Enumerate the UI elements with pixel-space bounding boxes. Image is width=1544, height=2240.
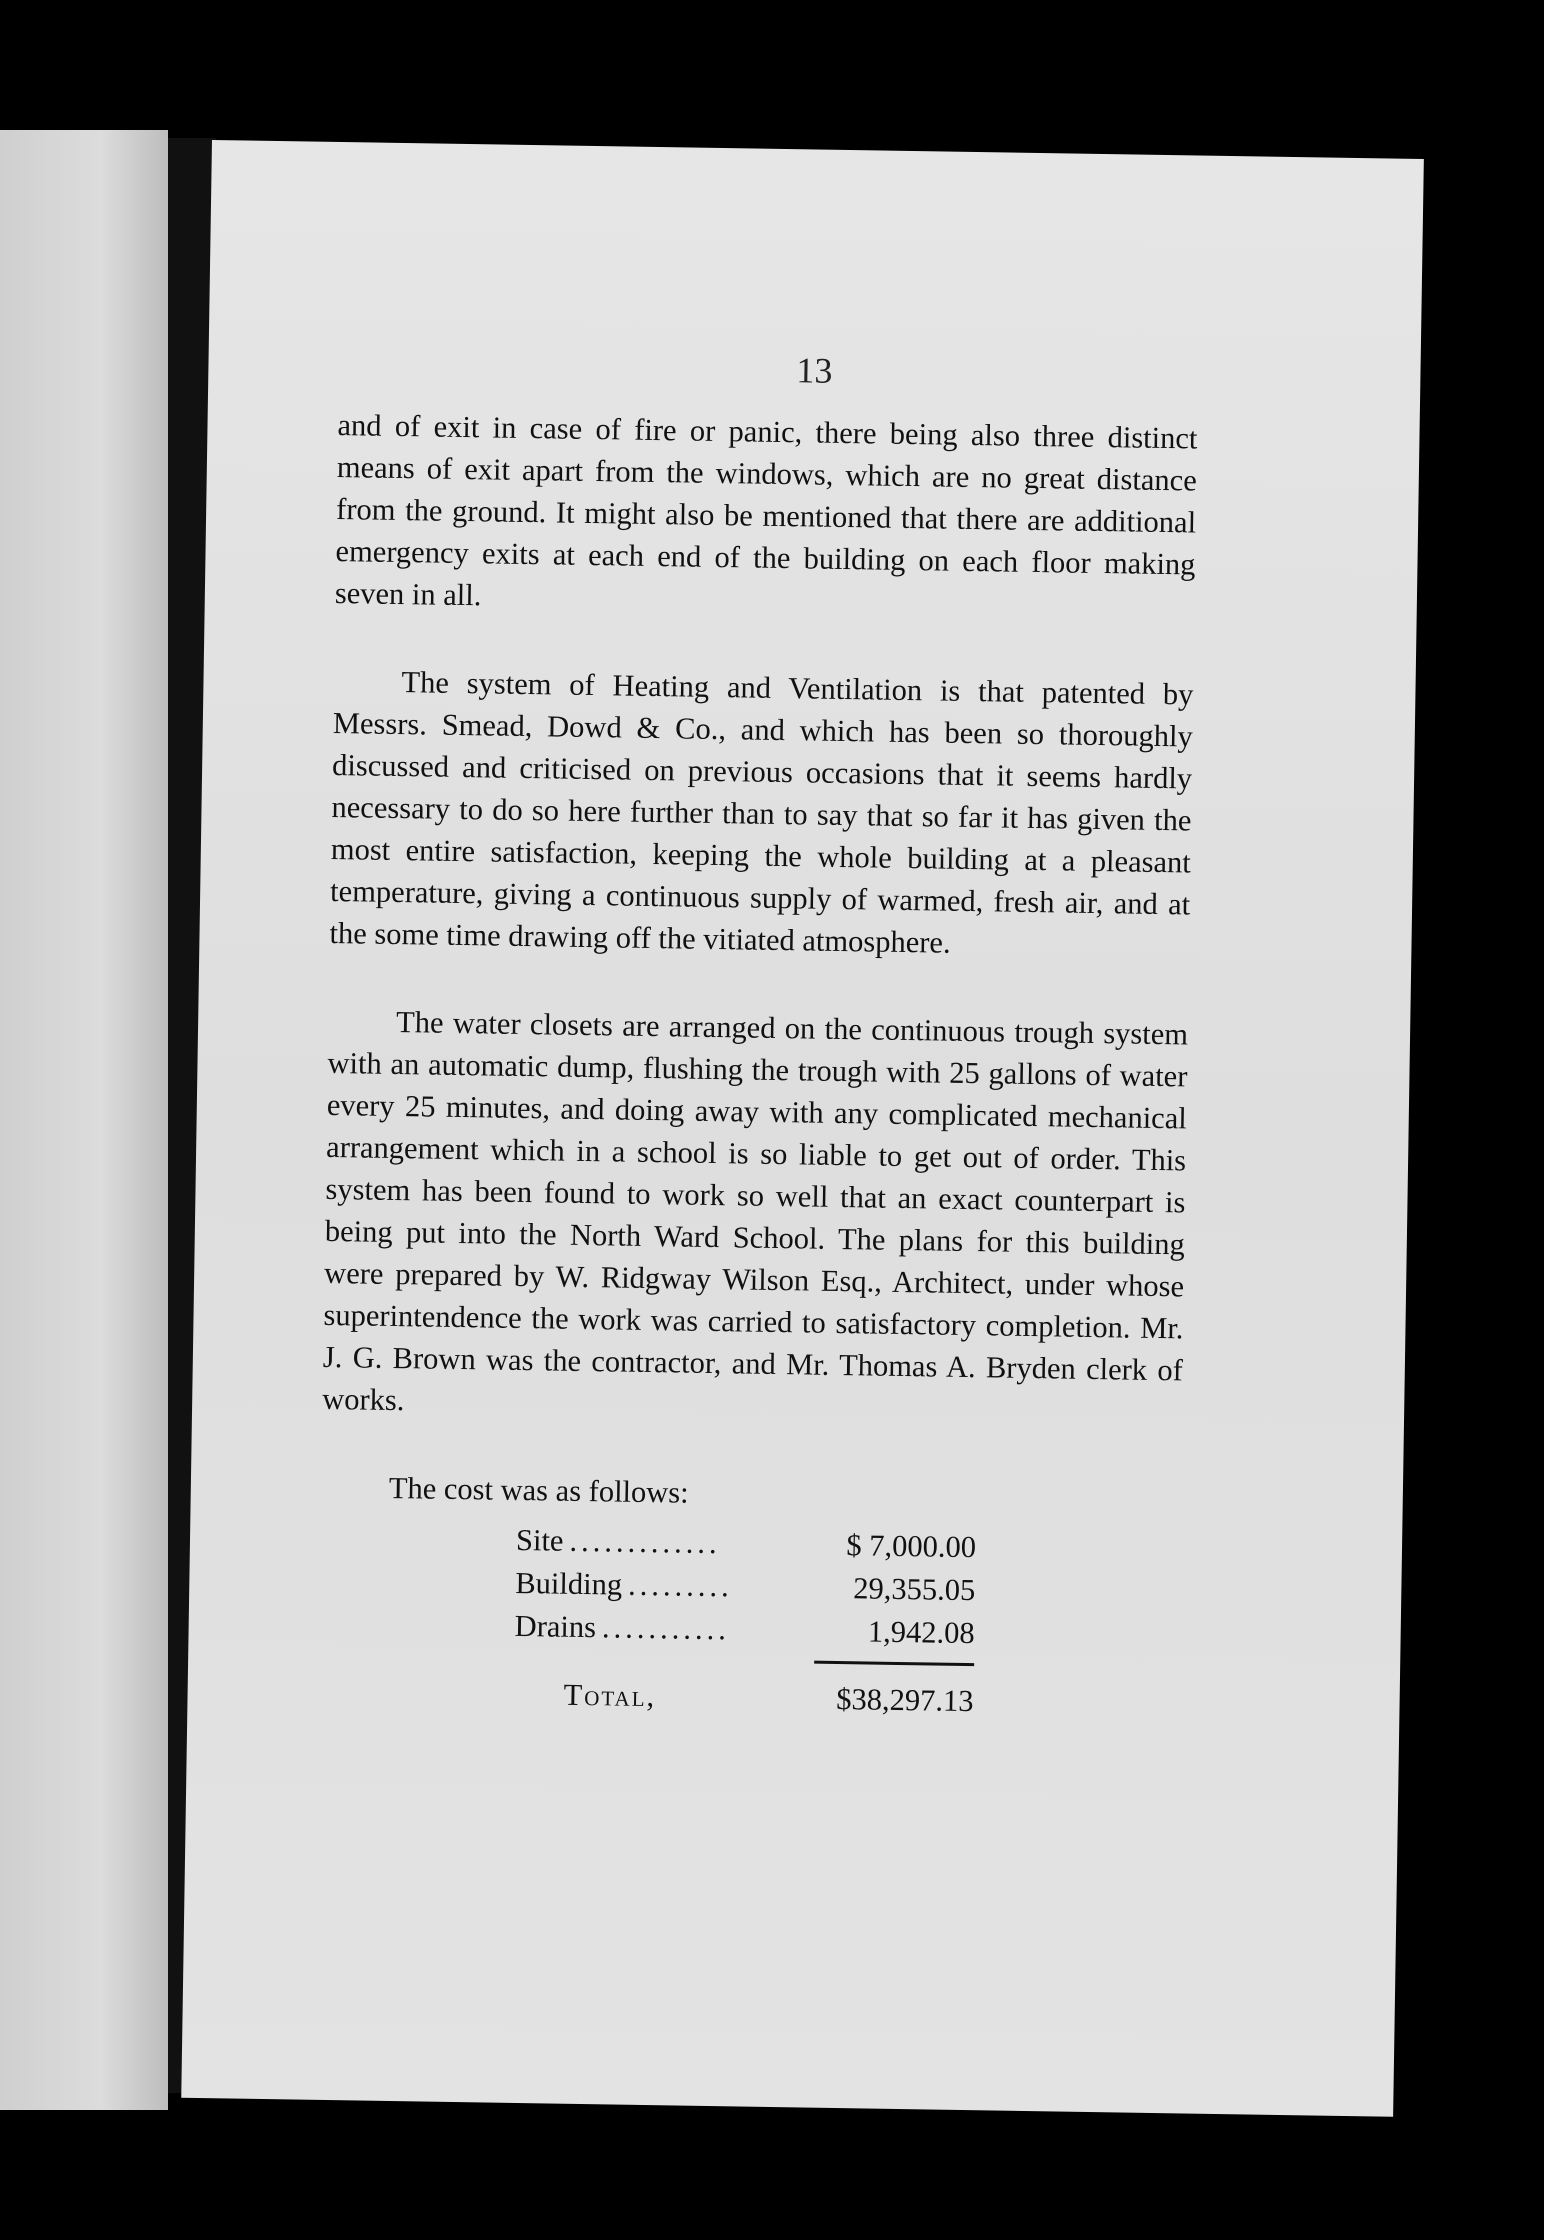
paragraph-water-closets: The water closets are arranged on the continuous trough system with an automatic dump, flushing the trough with 25 gallons of water every 25 minutes, and doing away with any complicated mechanical arrangement which in a school is so liable to get out of order. This system has been found to work so well that an exact counterpart is being put into the North Ward School. The plans for this building were prepared by W. Ridgway Wilson Esq., Architect, under whose superintendence the work was carried to satisfactory completion. Mr. J. G. Brown was the contractor, and Mr. Thomas A. Bryden clerk of works.: [321, 1005, 1189, 1418]
cost-row-site: [516, 1519, 977, 1569]
cost-label: Site: [515, 1522, 564, 1558]
leader-dots: ...........: [601, 1610, 731, 1647]
total-row: [513, 1673, 974, 1723]
leader-dots: .............: [569, 1523, 721, 1561]
cost-label: Drains: [514, 1608, 597, 1645]
cost-intro: The cost was as follows:: [388, 1470, 689, 1510]
total-label: Total,: [563, 1677, 657, 1714]
total-rule: [814, 1661, 974, 1667]
cost-value: 1,942.08: [867, 1614, 975, 1651]
cost-table: [513, 1519, 976, 1723]
cost-value: $ 7,000.00: [846, 1528, 977, 1565]
paragraph-exits: and of exit in case of fire or panic, there being also three distinct means of exit apart from the windows, which are no great distance from the ground. It might also be mentioned that there are additional emergency exits at each end of the building on each floor making seven in all.: [334, 408, 1198, 613]
facing-page-edge: [0, 130, 168, 2110]
page-number: 13: [796, 350, 833, 391]
page-body: [317, 404, 1197, 1726]
leader-dots: .........: [627, 1567, 734, 1604]
cost-row-drains: [514, 1605, 975, 1655]
paragraph-heating: The system of Heating and Ventilation is that patented by Messrs. Smead, Dowd & Co., and which has been so thoroughly discussed and criticised on previous occasions that it seems hardly necessary to do so here further than to say that so far it has given the most entire satisfaction, keeping the whole building at a pleasant temperature, giving a continuous supply of warmed, fresh air, and at the some time drawing off the vitiated atmosphere.: [329, 665, 1194, 960]
cost-row-building: [515, 1562, 976, 1612]
book-page: [181, 140, 1424, 2117]
total-value: $38,297.13: [836, 1682, 974, 1719]
cost-value: 29,355.05: [853, 1571, 976, 1608]
cost-label: Building: [515, 1565, 623, 1602]
